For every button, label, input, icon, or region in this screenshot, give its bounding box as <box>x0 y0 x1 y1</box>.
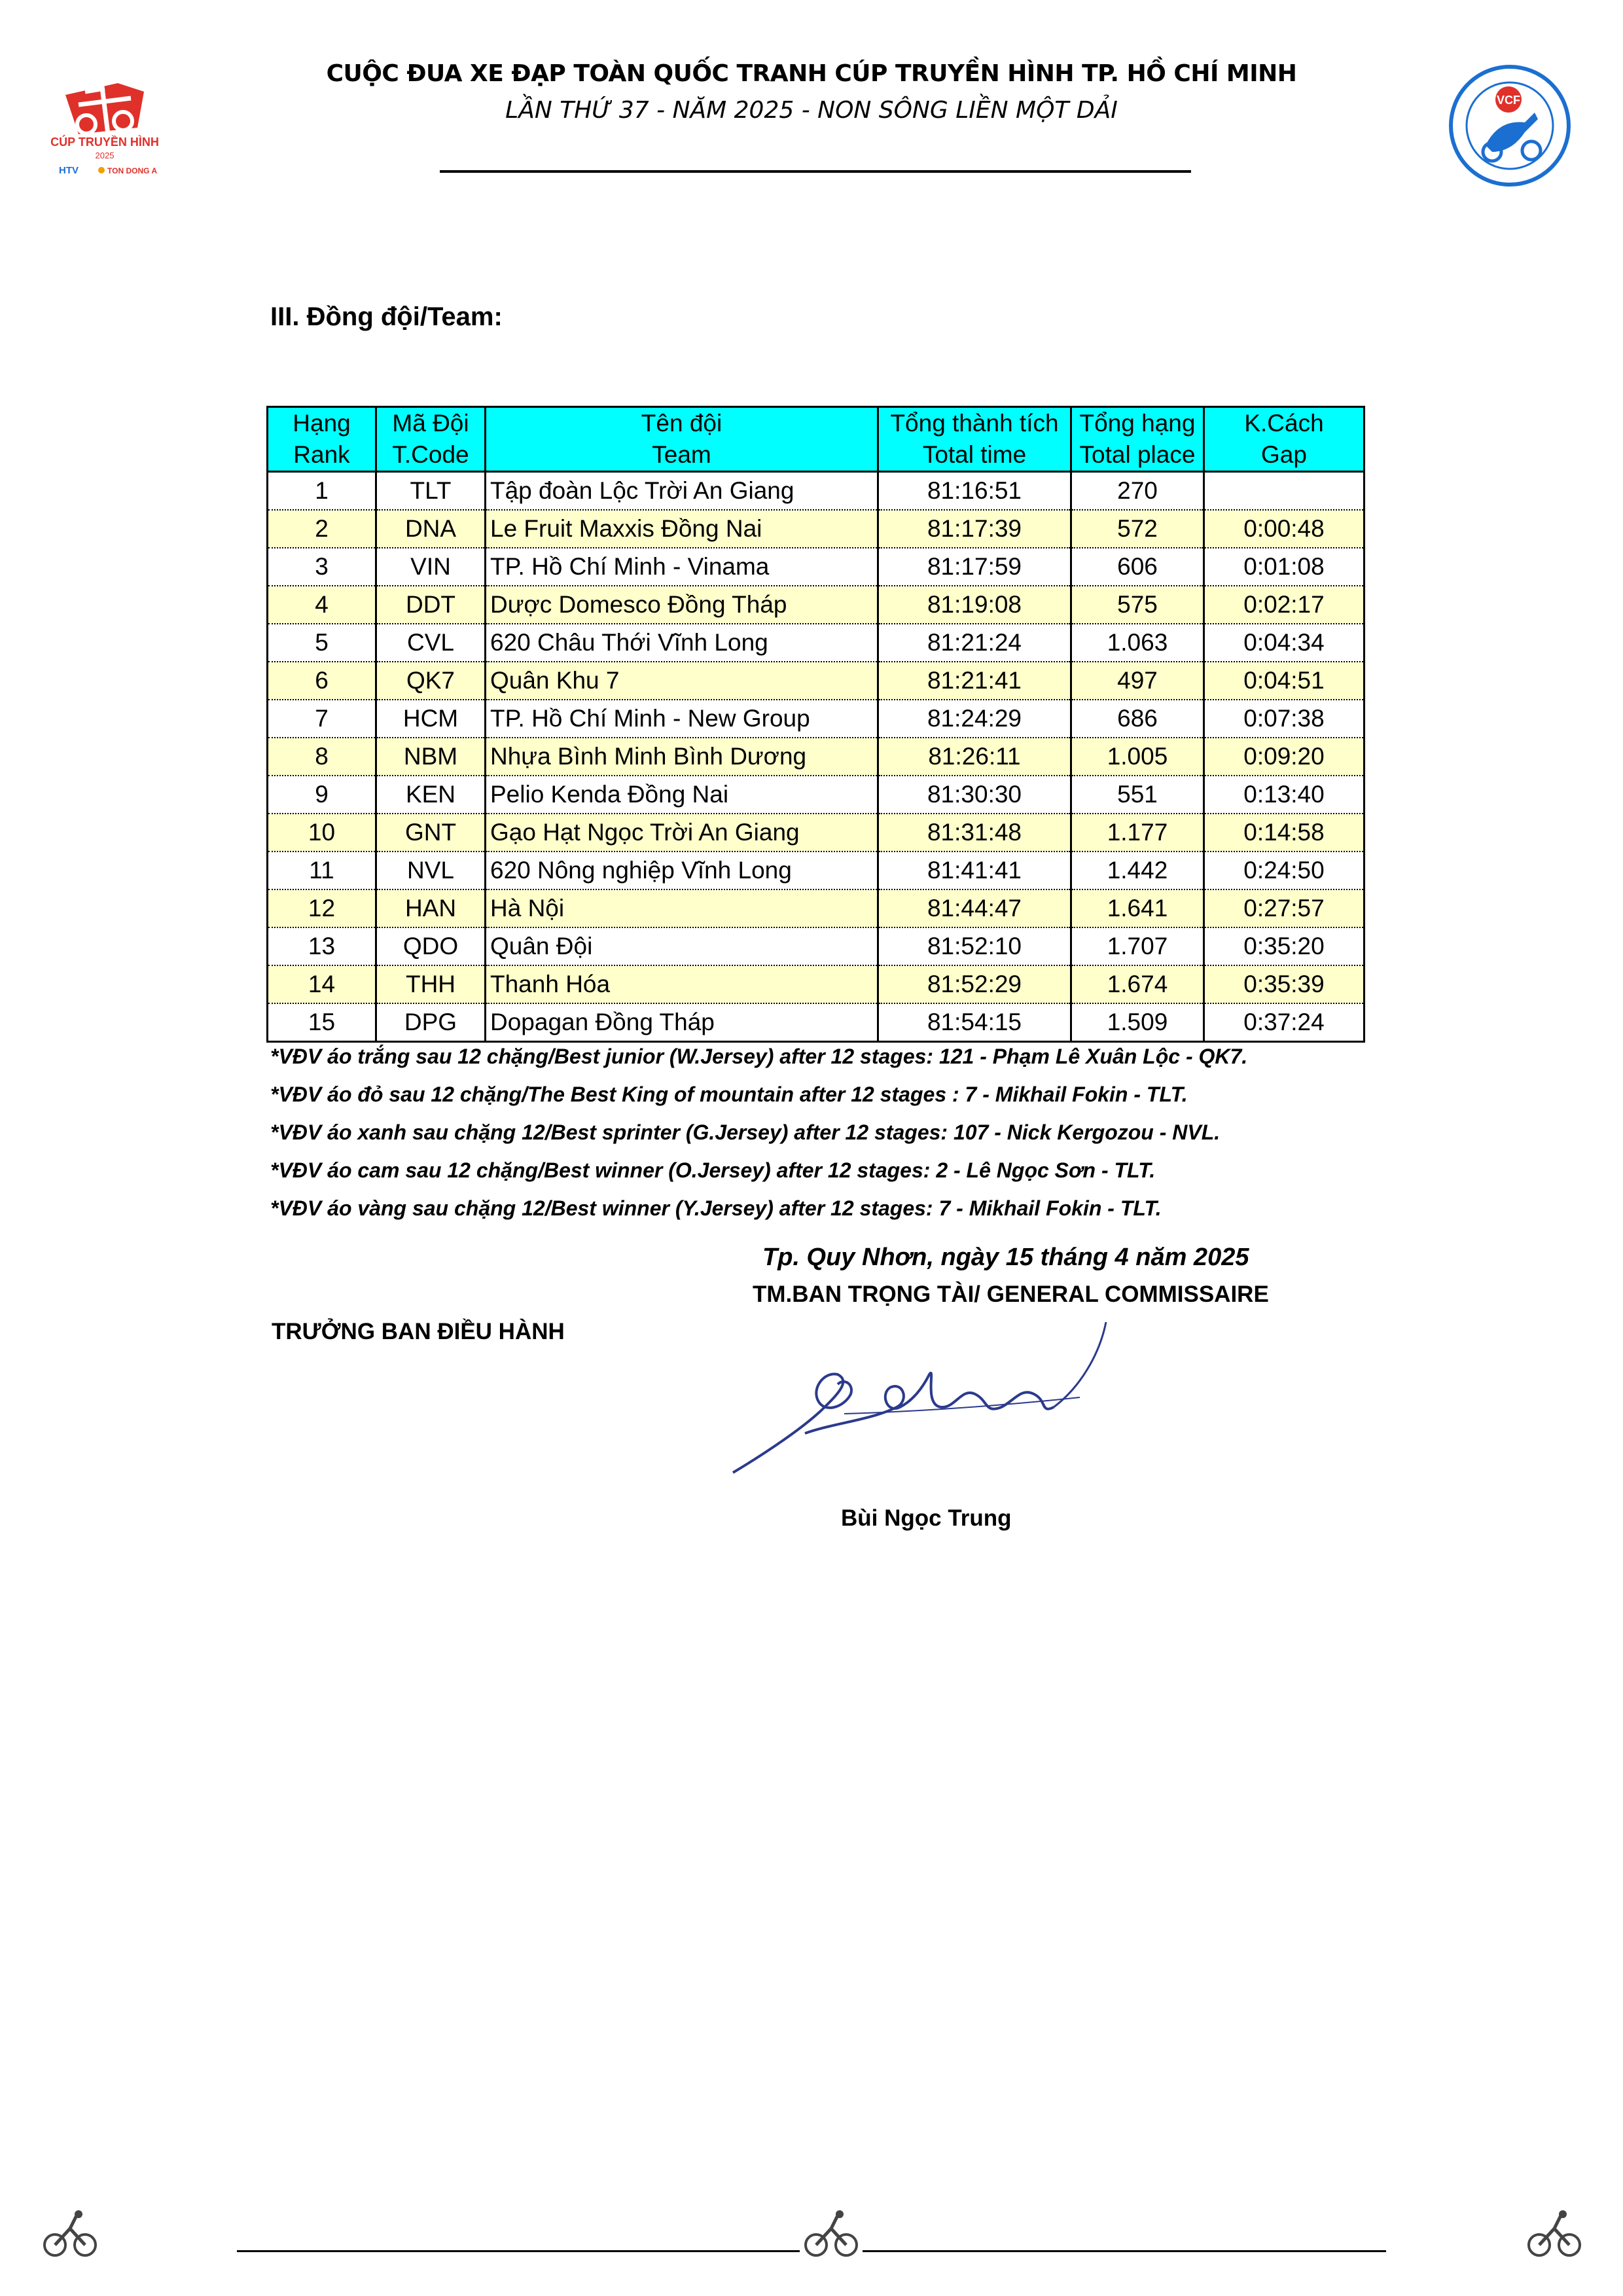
cell-gap: 0:00:48 <box>1204 510 1364 548</box>
cell-team-name: Hà Nội <box>486 889 878 927</box>
table-row <box>268 700 1364 738</box>
cell-total-place: 497 <box>1071 662 1204 700</box>
commissaire-title: TM.BAN TRỌNG TÀI/ GENERAL COMMISSAIRE <box>753 1282 1269 1307</box>
cell-total-place: 1.707 <box>1071 927 1204 965</box>
cell-gap: 0:14:58 <box>1204 814 1364 852</box>
cell-total-place: 606 <box>1071 548 1204 586</box>
cell-total-place: 1.674 <box>1071 965 1204 1003</box>
cell-gap: 0:35:39 <box>1204 965 1364 1003</box>
logo-text-year: 2025 <box>95 151 115 160</box>
cell-team-name: Le Fruit Maxxis Đồng Nai <box>486 510 878 548</box>
handwritten-signature-icon <box>726 1309 1132 1505</box>
logo-text-sponsor1: HTV <box>59 165 79 176</box>
cell-total-time: 81:26:11 <box>878 738 1071 776</box>
vcf-federation-logo-icon <box>1446 60 1574 191</box>
cell-rank: 13 <box>268 927 376 965</box>
cell-total-time: 81:41:41 <box>878 852 1071 889</box>
table-row <box>268 624 1364 662</box>
cell-gap: 0:07:38 <box>1204 700 1364 738</box>
cell-total-time: 81:21:41 <box>878 662 1071 700</box>
cell-gap: 0:09:20 <box>1204 738 1364 776</box>
document-title: CUỘC ĐUA XE ĐẠP TOÀN QUỐC TRANH CÚP TRUYỀN HÌNH TP. HỒ CHÍ MINH <box>326 60 1297 87</box>
cell-gap: 0:04:51 <box>1204 662 1364 700</box>
note-white-jersey: *VĐV áo trắng sau 12 chặng/Best junior (W.Jersey) after 12 stages: 121 - Phạm Lê Xuân Lộc - QK7. <box>270 1045 1248 1068</box>
header-total-place: Tổng hạng Total place <box>1071 407 1204 472</box>
cell-team-name: Dopagan Đồng Tháp <box>486 1003 878 1042</box>
cell-team-code: NVL <box>376 852 486 889</box>
cyclist-footer-icon <box>1525 2209 1584 2261</box>
logo-text-sponsor2: TON DONG A <box>107 166 158 175</box>
cell-team-name: Tập đoàn Lộc Trời An Giang <box>486 472 878 511</box>
cell-rank: 11 <box>268 852 376 889</box>
cell-team-code: DNA <box>376 510 486 548</box>
cell-total-time: 81:16:51 <box>878 472 1071 511</box>
cell-total-time: 81:24:29 <box>878 700 1071 738</box>
cell-total-place: 1.063 <box>1071 624 1204 662</box>
table-row <box>268 965 1364 1003</box>
cell-total-time: 81:31:48 <box>878 814 1071 852</box>
note-yellow-jersey: *VĐV áo vàng sau chặng 12/Best winner (Y.Jersey) after 12 stages: 7 - Mikhail Fokin - TLT. <box>270 1196 1162 1220</box>
cell-team-name: Gạo Hạt Ngọc Trời An Giang <box>486 814 878 852</box>
cell-rank: 9 <box>268 776 376 814</box>
cell-total-place: 572 <box>1071 510 1204 548</box>
cell-total-time: 81:21:24 <box>878 624 1071 662</box>
team-results-table <box>266 406 1365 1043</box>
cell-gap: 0:02:17 <box>1204 586 1364 624</box>
cell-rank: 4 <box>268 586 376 624</box>
cell-rank: 12 <box>268 889 376 927</box>
director-title: TRƯỞNG BAN ĐIỀU HÀNH <box>272 1319 565 1344</box>
cell-total-place: 551 <box>1071 776 1204 814</box>
header-team-name: Tên đội Team <box>486 407 878 472</box>
cell-total-time: 81:54:15 <box>878 1003 1071 1042</box>
cell-total-time: 81:52:29 <box>878 965 1071 1003</box>
cell-rank: 10 <box>268 814 376 852</box>
section-title: III. Đồng đội/Team: <box>270 302 503 331</box>
cell-team-code: QK7 <box>376 662 486 700</box>
cell-team-code: CVL <box>376 624 486 662</box>
cell-rank: 5 <box>268 624 376 662</box>
cell-team-name: 620 Châu Thới Vĩnh Long <box>486 624 878 662</box>
cell-team-code: DPG <box>376 1003 486 1042</box>
cell-gap: 0:01:08 <box>1204 548 1364 586</box>
cell-team-code: QDO <box>376 927 486 965</box>
table-header-row <box>268 407 1364 472</box>
cell-total-place: 270 <box>1071 472 1204 511</box>
cell-total-place: 1.005 <box>1071 738 1204 776</box>
note-red-jersey: *VĐV áo đỏ sau 12 chặng/The Best King of mountain after 12 stages : 7 - Mikhail Fokin - TLT. <box>270 1083 1188 1106</box>
place-date: Tp. Quy Nhơn, ngày 15 tháng 4 năm 2025 <box>762 1244 1249 1271</box>
table-row <box>268 889 1364 927</box>
cell-total-time: 81:44:47 <box>878 889 1071 927</box>
cell-total-place: 1.177 <box>1071 814 1204 852</box>
cell-rank: 14 <box>268 965 376 1003</box>
footer-line-right <box>863 2250 1386 2252</box>
cell-total-place: 1.442 <box>1071 852 1204 889</box>
table-row <box>268 472 1364 511</box>
header-total-time: Tổng thành tích Total time <box>878 407 1071 472</box>
note-orange-jersey: *VĐV áo cam sau 12 chặng/Best winner (O.Jersey) after 12 stages: 2 - Lê Ngọc Sơn - TLT. <box>270 1158 1156 1182</box>
cell-gap: 0:35:20 <box>1204 927 1364 965</box>
signer-name: Bùi Ngọc Trung <box>841 1505 1012 1531</box>
cell-rank: 3 <box>268 548 376 586</box>
cell-total-place: 1.641 <box>1071 889 1204 927</box>
cell-total-time: 81:17:39 <box>878 510 1071 548</box>
cell-total-place: 575 <box>1071 586 1204 624</box>
footer-line-left <box>237 2250 800 2252</box>
cell-gap: 0:04:34 <box>1204 624 1364 662</box>
cell-gap: 0:24:50 <box>1204 852 1364 889</box>
cell-team-name: 620 Nông nghiệp Vĩnh Long <box>486 852 878 889</box>
cell-total-time: 81:30:30 <box>878 776 1071 814</box>
header-team-code: Mã Đội T.Code <box>376 407 486 472</box>
cup-truyen-hinh-logo-icon <box>39 69 170 180</box>
cyclist-footer-icon <box>802 2209 861 2261</box>
cell-team-name: TP. Hồ Chí Minh - Vinama <box>486 548 878 586</box>
cell-team-name: TP. Hồ Chí Minh - New Group <box>486 700 878 738</box>
cell-team-name: Dược Domesco Đồng Tháp <box>486 586 878 624</box>
cell-rank: 1 <box>268 472 376 511</box>
cell-team-name: Quân Đội <box>486 927 878 965</box>
cell-team-code: HCM <box>376 700 486 738</box>
cell-total-time: 81:19:08 <box>878 586 1071 624</box>
cell-team-code: TLT <box>376 472 486 511</box>
table-row <box>268 510 1364 548</box>
cyclist-footer-icon <box>41 2209 99 2261</box>
cell-total-time: 81:17:59 <box>878 548 1071 586</box>
table-row <box>268 548 1364 586</box>
cell-rank: 2 <box>268 510 376 548</box>
table-row <box>268 814 1364 852</box>
cell-team-name: Thanh Hóa <box>486 965 878 1003</box>
note-green-jersey: *VĐV áo xanh sau chặng 12/Best sprinter (G.Jersey) after 12 stages: 107 - Nick Kergozou - NVL. <box>270 1121 1221 1144</box>
table-row <box>268 927 1364 965</box>
table-row <box>268 776 1364 814</box>
cell-team-code: KEN <box>376 776 486 814</box>
cell-total-place: 1.509 <box>1071 1003 1204 1042</box>
cell-team-code: VIN <box>376 548 486 586</box>
cell-total-place: 686 <box>1071 700 1204 738</box>
cell-rank: 15 <box>268 1003 376 1042</box>
cell-rank: 6 <box>268 662 376 700</box>
document-subtitle: LẦN THỨ 37 - NĂM 2025 - NON SÔNG LIỀN MỘT DẢI <box>505 97 1118 124</box>
header-gap: K.Cách Gap <box>1204 407 1364 472</box>
cell-gap: 0:37:24 <box>1204 1003 1364 1042</box>
header-divider <box>440 170 1191 173</box>
cell-gap: 0:27:57 <box>1204 889 1364 927</box>
cell-team-name: Quân Khu 7 <box>486 662 878 700</box>
cell-total-time: 81:52:10 <box>878 927 1071 965</box>
table-row <box>268 1003 1364 1042</box>
cell-gap: 0:13:40 <box>1204 776 1364 814</box>
cell-team-name: Nhựa Bình Minh Bình Dương <box>486 738 878 776</box>
logo-text-main: CÚP TRUYỀN HÌNH <box>50 135 159 149</box>
cell-team-code: GNT <box>376 814 486 852</box>
vcf-logo-text: VCF <box>1497 94 1520 107</box>
cell-rank: 7 <box>268 700 376 738</box>
cell-gap <box>1204 472 1364 511</box>
cell-team-code: HAN <box>376 889 486 927</box>
cell-team-code: DDT <box>376 586 486 624</box>
table-row <box>268 852 1364 889</box>
table-row <box>268 738 1364 776</box>
cell-team-code: NBM <box>376 738 486 776</box>
cell-team-code: THH <box>376 965 486 1003</box>
header-rank: Hạng Rank <box>268 407 376 472</box>
table-row <box>268 662 1364 700</box>
cell-rank: 8 <box>268 738 376 776</box>
table-row <box>268 586 1364 624</box>
cell-team-name: Pelio Kenda Đồng Nai <box>486 776 878 814</box>
